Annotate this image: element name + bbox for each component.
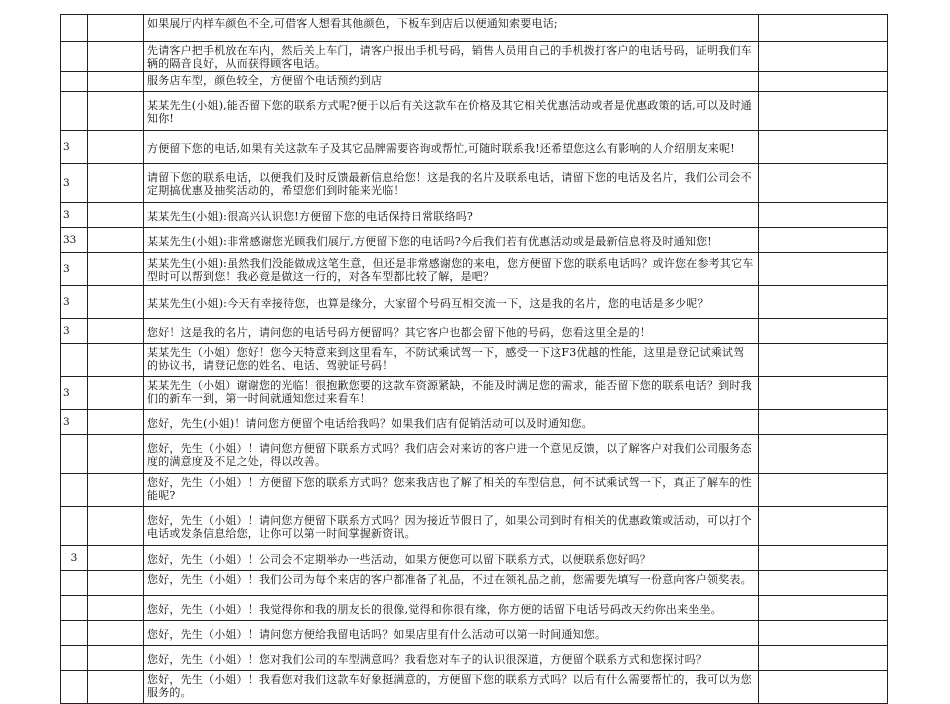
table-row (61, 42, 888, 72)
script-cell[interactable]: 您好！这是我的名片，请问您的电话号码方便留吗？其它客户也都会留下他的号码，您看这里全是的！ (144, 319, 759, 344)
table-row (61, 621, 888, 646)
table-row (61, 131, 888, 164)
script-cell[interactable]: 方便留下您的电话,如果有关这款车子及其它品牌需要咨询或帮忙,可随时联系我!还希望您这么有影响的人介绍朋友来呢! (144, 131, 759, 164)
script-cell[interactable]: 您好，先生（小姐）！请问您方便给我留电话吗？如果店里有什么活动可以第一时间通知您。 (144, 621, 759, 646)
table-row (61, 286, 888, 319)
table-row (61, 546, 888, 571)
script-cell[interactable]: 某某先生（小姐）您好！您今天特意来到这里看车，不防试乘试驾一下，感受一下这F3优越的性能，这里是登记试乘试驾的协议书，请登记您的姓名、电话、驾驶证号码！ (144, 344, 759, 377)
script-cell[interactable]: 您好，先生（小姐）！您对我们公司的车型满意吗？我看您对车子的认识很深道，方便留个联系方式和您探讨吗？ (144, 646, 759, 671)
script-cell[interactable]: 您好，先生（小姐）！我看您对我们这款车好象挺满意的，方便留下您的联系方式吗？以后有什么需要帮忙的，我可以为您服务的。 (144, 671, 759, 704)
script-cell[interactable]: 您好，先生（小姐）！方便留下您的联系方式吗？您来我店也了解了相关的车型信息，何不试乘试驾一下，真正了解车的性能呢? (144, 474, 759, 507)
index-cell[interactable]: 33 (61, 228, 88, 253)
index-cell[interactable]: 3 (61, 319, 88, 344)
table-row (61, 319, 888, 344)
index-cell[interactable]: 3 (61, 286, 88, 319)
script-cell[interactable]: 您好，先生（小姐）！我觉得你和我的朋友长的很像,觉得和你很有缘，你方便的话留下电话号码改天约你出来坐坐。 (144, 596, 759, 621)
table-row (61, 377, 888, 410)
script-cell[interactable]: 某某先生（小姐）谢谢您的光临！很抱歉您要的这款车资源紧缺，不能及时满足您的需求，能否留下您的联系电话？到时我们的新车一到，第一时间就通知您过来看车！ (144, 377, 759, 410)
table-row (61, 203, 888, 228)
table-row (61, 571, 888, 596)
script-cell[interactable]: 如果展厅内样车颜色不全,可借客人想看其他颜色，下板车到店后以便通知索要电话; (144, 15, 759, 42)
index-cell[interactable]: 3 (61, 164, 88, 203)
index-cell[interactable]: 3 (61, 203, 88, 228)
index-cell[interactable]: 3 (61, 377, 88, 410)
script-cell[interactable]: 您好，先生（小姐）！公司会不定期举办一些活动，如果方便您可以留下联系方式，以便联系您好吗？ (144, 546, 759, 571)
table-row (61, 507, 888, 546)
script-cell[interactable]: 某某先生(小姐),能否留下您的联系方式呢?便于以后有关这款车在价格及其它相关优惠活动或者是优惠政策的话,可以及时通知你! (144, 92, 759, 131)
script-cell[interactable]: 您好，先生（小姐）！我们公司为每个来店的客户都准备了礼品，不过在领礼品之前，您需要先填写一份意向客户领奖表。 (144, 571, 759, 596)
table-row (61, 474, 888, 507)
script-cell[interactable]: 您好，先生（小姐）！请问您方便留下联系方式吗？我们店会对来访的客户进一个意见反馈，以了解客户对我们公司服务态度的满意度及不足之处，得以改善。 (144, 435, 759, 474)
table-row (61, 344, 888, 377)
table-row (61, 228, 888, 253)
table-row (61, 92, 888, 131)
script-cell[interactable]: 请留下您的联系电话，以便我们及时反馈最新信息给您！这是我的名片及联系电话，请留下您的电话及名片，我们公司会不定期搞优惠及抽奖活动的，希望您们到时能来光临！ (144, 164, 759, 203)
script-cell[interactable]: 某某先生(小姐):很高兴认识您!方便留下您的电话保持日常联络吗? (144, 203, 759, 228)
index-cell[interactable]: 3 (61, 546, 88, 571)
script-cell[interactable]: 某某先生(小姐):今天有幸接待您，也算是缘分，大家留个号码互相交流一下，这是我的名片，您的电话是多少呢？ (144, 286, 759, 319)
index-cell[interactable]: 3 (61, 131, 88, 164)
script-cell[interactable]: 先请客户把手机放在车内，然后关上车门，请客户报出手机号码，销售人员用自己的手机拨打客户的电话号码，证明我们车辆的隔音良好，从而获得顾客电话。 (144, 42, 759, 72)
table-row (61, 164, 888, 203)
script-cell[interactable]: 您好，先生（小姐）！请问您方便留下联系方式吗？因为接近节假日了，如果公司到时有相关的优惠政策或活动，可以打个电话或发条信息给您，让你可以第一时间掌握新资讯。 (144, 507, 759, 546)
index-cell[interactable]: 3 (61, 253, 88, 286)
table-row (61, 646, 888, 671)
script-cell[interactable]: 某某先生(小姐):非常感谢您光顾我们展厅,方便留下您的电话吗?今后我们若有优惠活动或是最新信息将及时通知您! (144, 228, 759, 253)
table-row (61, 671, 888, 704)
table-row (61, 435, 888, 474)
script-cell[interactable]: 某某先生(小姐):虽然我们没能做成这笔生意，但还是非常感谢您的来电，您方便留下您的联系电话吗？或许您在参考其它车型时可以帮到您！我必竟是做这一行的，对各车型都比较了解，是吧？ (144, 253, 759, 286)
table-row (61, 72, 888, 92)
index-cell[interactable]: 3 (61, 410, 88, 435)
table-row (61, 253, 888, 286)
table-row (61, 410, 888, 435)
table-row (61, 596, 888, 621)
table-row (61, 15, 888, 42)
script-cell[interactable]: 您好，先生(小姐)！请问您方便留个电话给我吗？如果我们店有促销活动可以及时通知您。 (144, 410, 759, 435)
script-cell[interactable]: 服务店车型，颜色较全，方便留个电话预约到店 (144, 72, 759, 92)
script-table (60, 14, 888, 704)
spreadsheet (60, 14, 887, 704)
